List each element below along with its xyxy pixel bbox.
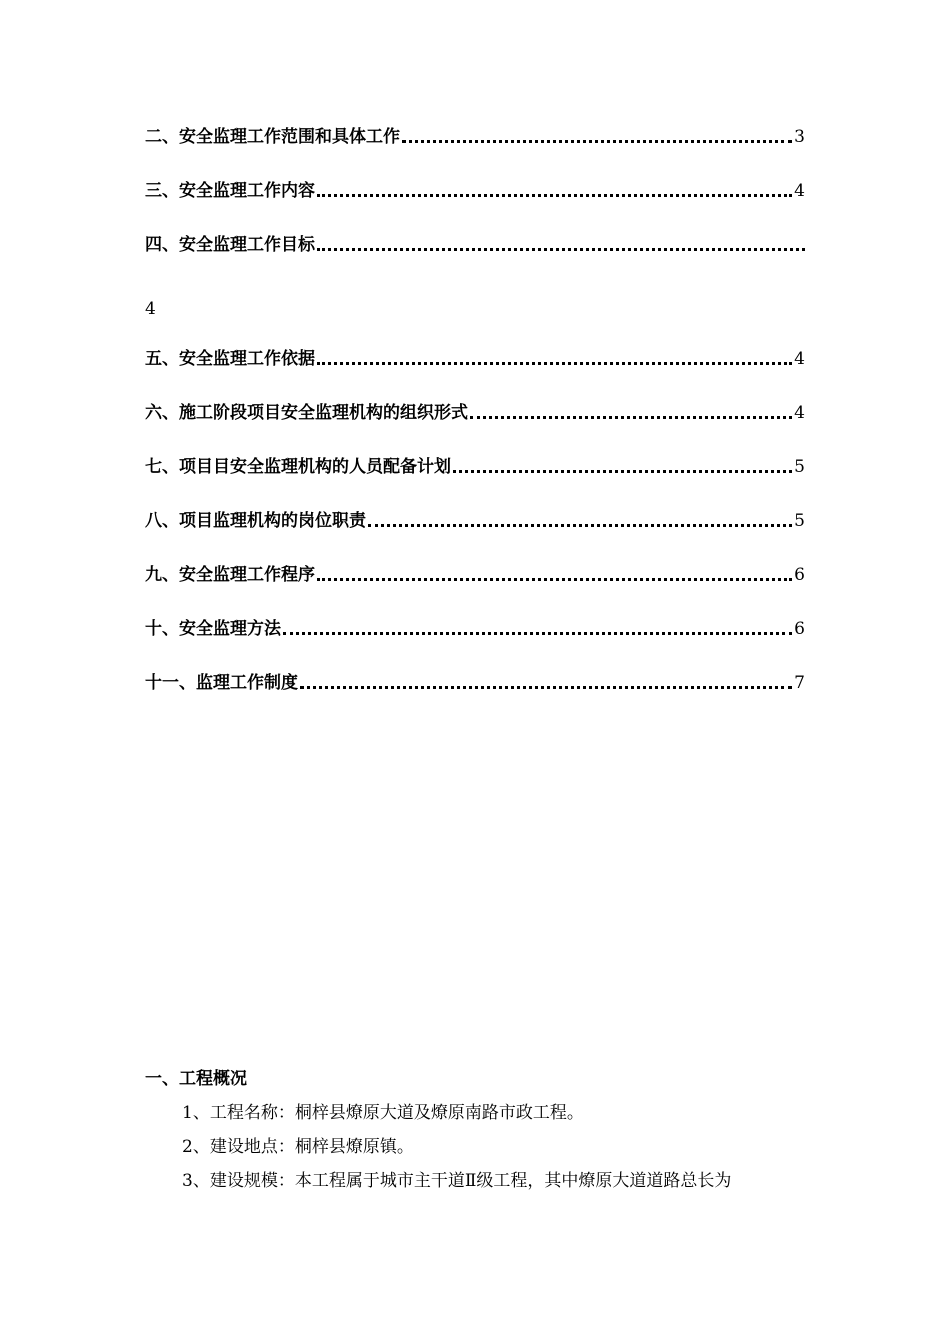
toc-leader-dots xyxy=(283,632,792,635)
toc-wrapped-page-number: 4 xyxy=(145,299,156,319)
toc-leader-dots xyxy=(368,524,792,527)
toc-entry-page: 5 xyxy=(794,511,805,531)
toc-leader-dots xyxy=(317,248,805,251)
toc-entry-page: 4 xyxy=(794,181,805,201)
toc-leader-dots xyxy=(453,470,792,473)
toc-leader-dots xyxy=(402,140,792,143)
toc-entry[interactable] xyxy=(145,670,805,696)
toc-entry-page: 6 xyxy=(794,565,805,585)
section-heading: 一、工程概况 xyxy=(145,1069,247,1089)
toc-entry[interactable] xyxy=(145,124,805,150)
toc-entry-title: 十一、监理工作制度 xyxy=(145,673,298,693)
toc-entry[interactable] xyxy=(145,346,805,372)
toc-entry-page: 4 xyxy=(794,403,805,423)
toc-entry[interactable] xyxy=(145,178,805,204)
toc-entry-title: 八、项目监理机构的岗位职责 xyxy=(145,511,366,531)
toc-entry-page: 4 xyxy=(794,349,805,369)
toc-entry-title: 九、安全监理工作程序 xyxy=(145,565,315,585)
toc-leader-dots xyxy=(470,416,792,419)
toc-leader-dots xyxy=(317,578,792,581)
toc-entry-title: 二、安全监理工作范围和具体工作 xyxy=(145,127,400,147)
body-paragraph: 2、建设地点：桐梓县燎原镇。 xyxy=(182,1137,414,1157)
toc-entry-title: 六、施工阶段项目安全监理机构的组织形式 xyxy=(145,403,468,423)
toc-entry-title: 五、安全监理工作依据 xyxy=(145,349,315,369)
toc-entry-title: 三、安全监理工作内容 xyxy=(145,181,315,201)
toc-entry-title: 十、安全监理方法 xyxy=(145,619,281,639)
toc-entry-page: 3 xyxy=(794,127,805,147)
toc-entry[interactable] xyxy=(145,616,805,642)
toc-entry[interactable] xyxy=(145,508,805,534)
toc-entry[interactable] xyxy=(145,562,805,588)
body-paragraph: 3、建设规模：本工程属于城市主干道Ⅱ级工程，其中燎原大道道路总长为 xyxy=(182,1171,732,1191)
toc-entry-title: 七、项目目安全监理机构的人员配备计划 xyxy=(145,457,451,477)
toc-entry-title: 四、安全监理工作目标 xyxy=(145,235,315,255)
toc-entry-page: 5 xyxy=(794,457,805,477)
toc-entry[interactable] xyxy=(145,400,805,426)
toc-leader-dots xyxy=(317,362,792,365)
toc-entry[interactable] xyxy=(145,454,805,480)
toc-leader-dots xyxy=(317,194,792,197)
toc-leader-dots xyxy=(300,686,792,689)
toc-entry-page: 6 xyxy=(794,619,805,639)
toc-entry-page: 7 xyxy=(794,673,805,693)
body-paragraph: 1、工程名称：桐梓县燎原大道及燎原南路市政工程。 xyxy=(182,1103,584,1123)
toc-entry[interactable] xyxy=(145,232,805,258)
